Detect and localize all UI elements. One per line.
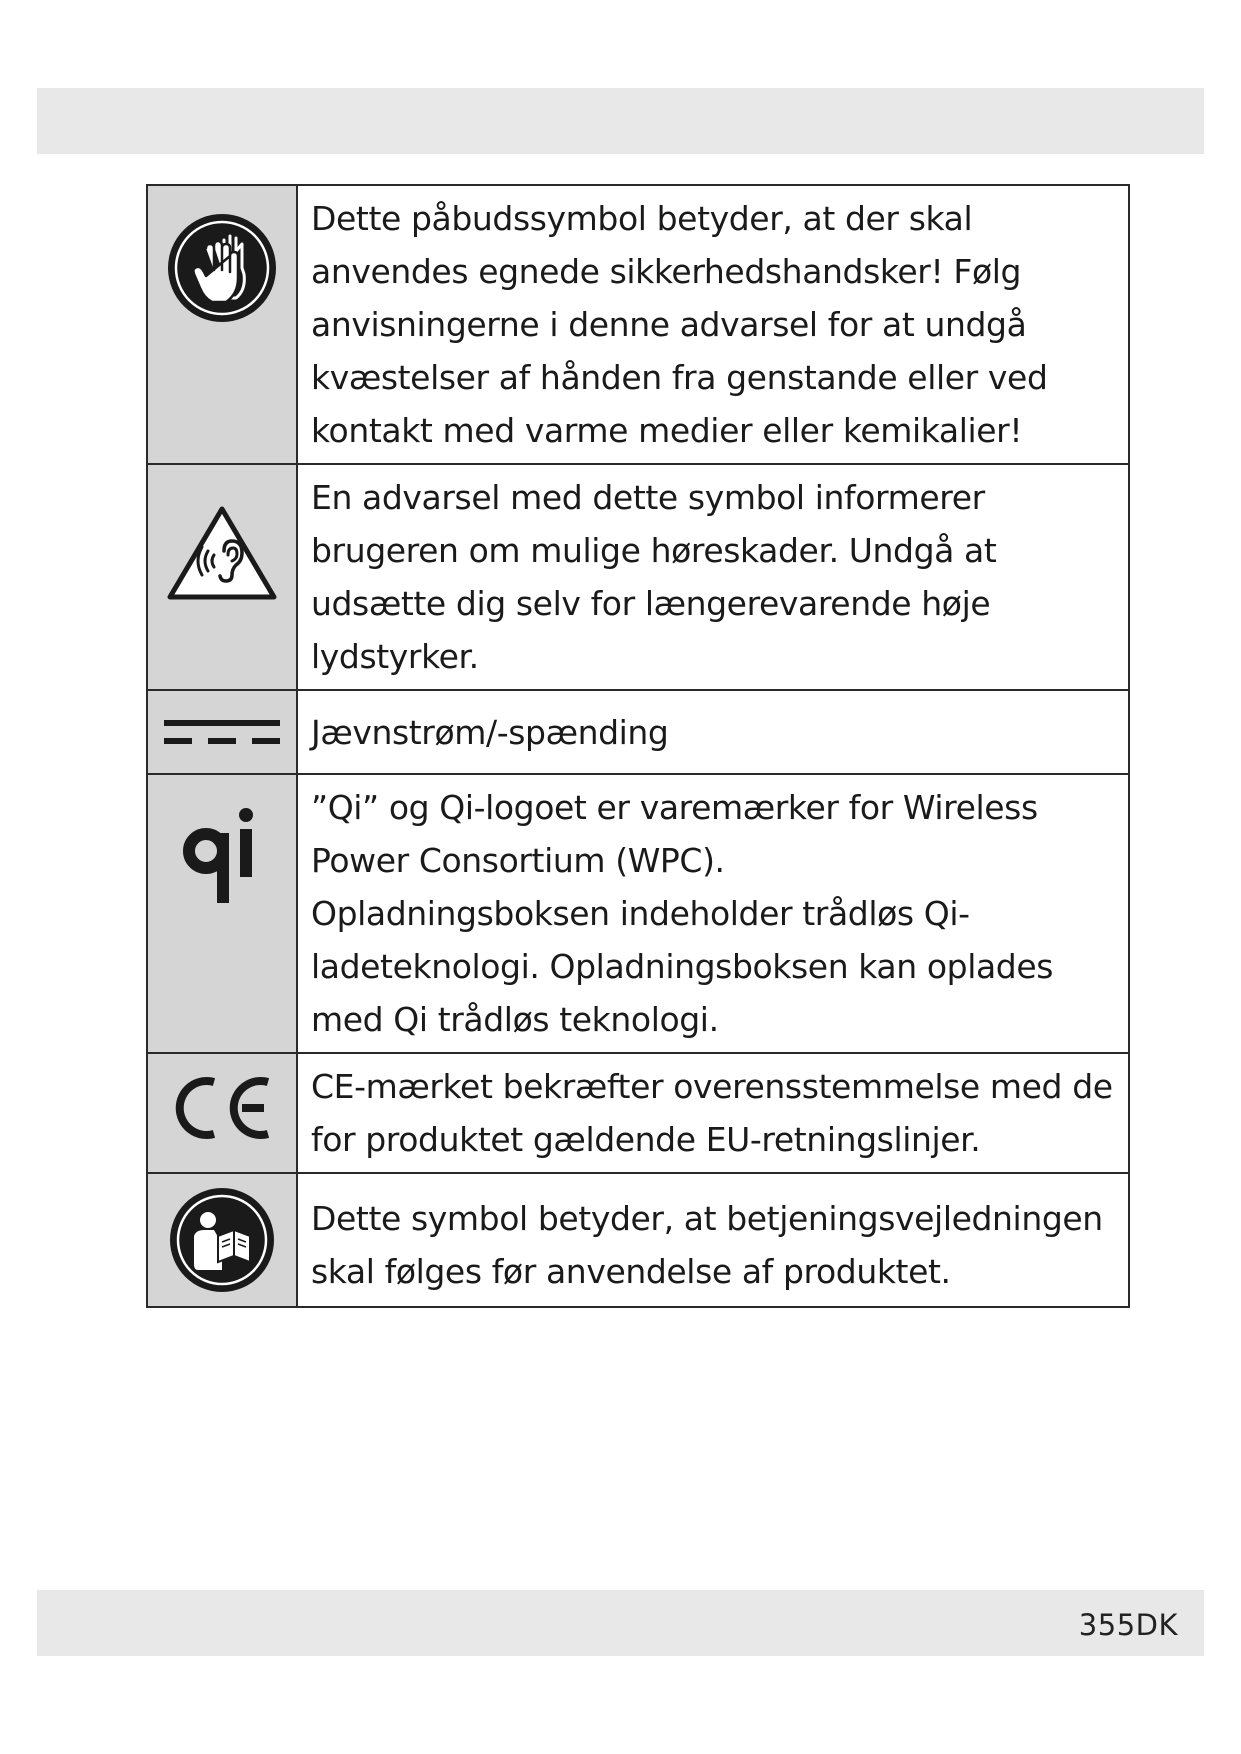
table-row [147,1173,1129,1307]
direct-current-icon [162,714,282,750]
description-line: skal følges før anvendelse af produktet. [311,1252,951,1291]
description-line: Dette påbudssymbol betyder, at der skal [311,199,973,238]
table-row [147,774,1129,1053]
footer-bar [37,1590,1204,1656]
description-line: anvendes egnede sikkerhedshandsker! Følg [311,252,1022,291]
symbol-description [297,1173,1129,1307]
icon-cell [147,690,297,774]
icon-cell [147,464,297,690]
description-line: Jævnstrøm/-spænding [311,712,669,752]
description-line: Opladningsboksen indeholder trådløs Qi- [311,894,970,933]
description-line: lydstyrker. [311,637,479,676]
qi-logo-icon [182,803,262,911]
description-line: ladeteknologi. Opladningsboksen kan oplades [311,947,1054,986]
description-line: kontakt med varme medier eller kemikalier! [311,411,1023,450]
icon-cell [147,1173,297,1307]
description-line: for produktet gældende EU-retningslinjer. [311,1120,981,1159]
description-line: Power Consortium (WPC). [311,841,725,880]
description-line: En advarsel med dette symbol informerer [311,478,985,517]
symbol-description [297,690,1129,774]
description-line: brugeren om mulige høreskader. Undgå at [311,531,997,570]
ce-mark-icon [170,1076,274,1140]
symbol-description [297,774,1129,1053]
symbol-table [146,184,1130,1308]
description-line: Dette symbol betyder, at betjeningsvejledningen [311,1199,1103,1238]
table-row [147,690,1129,774]
page-number: 355DK [1078,1608,1178,1642]
table-row [147,185,1129,464]
description-line: CE-mærket bekræfter overensstemmelse med de [311,1067,1113,1106]
symbol-description [297,185,1129,464]
table-row [147,1053,1129,1173]
symbol-description [297,1053,1129,1173]
icon-cell [147,1053,297,1173]
table-row [147,464,1129,690]
icon-cell [147,774,297,1053]
header-bar [37,88,1204,154]
description-line: udsætte dig selv for længerevarende høje [311,584,991,623]
description-line: ”Qi” og Qi-logoet er varemærker for Wireless [311,788,1038,827]
hearing-damage-warning-icon [164,503,280,603]
gloves-mandatory-icon [166,212,278,324]
description-line: med Qi trådløs teknologi. [311,1000,719,1039]
icon-cell [147,185,297,464]
symbol-description [297,464,1129,690]
description-line: kvæstelser af hånden fra genstande eller ved [311,358,1048,397]
description-line: anvisningerne i denne advarsel for at undgå [311,305,1027,344]
read-manual-icon [168,1186,276,1294]
